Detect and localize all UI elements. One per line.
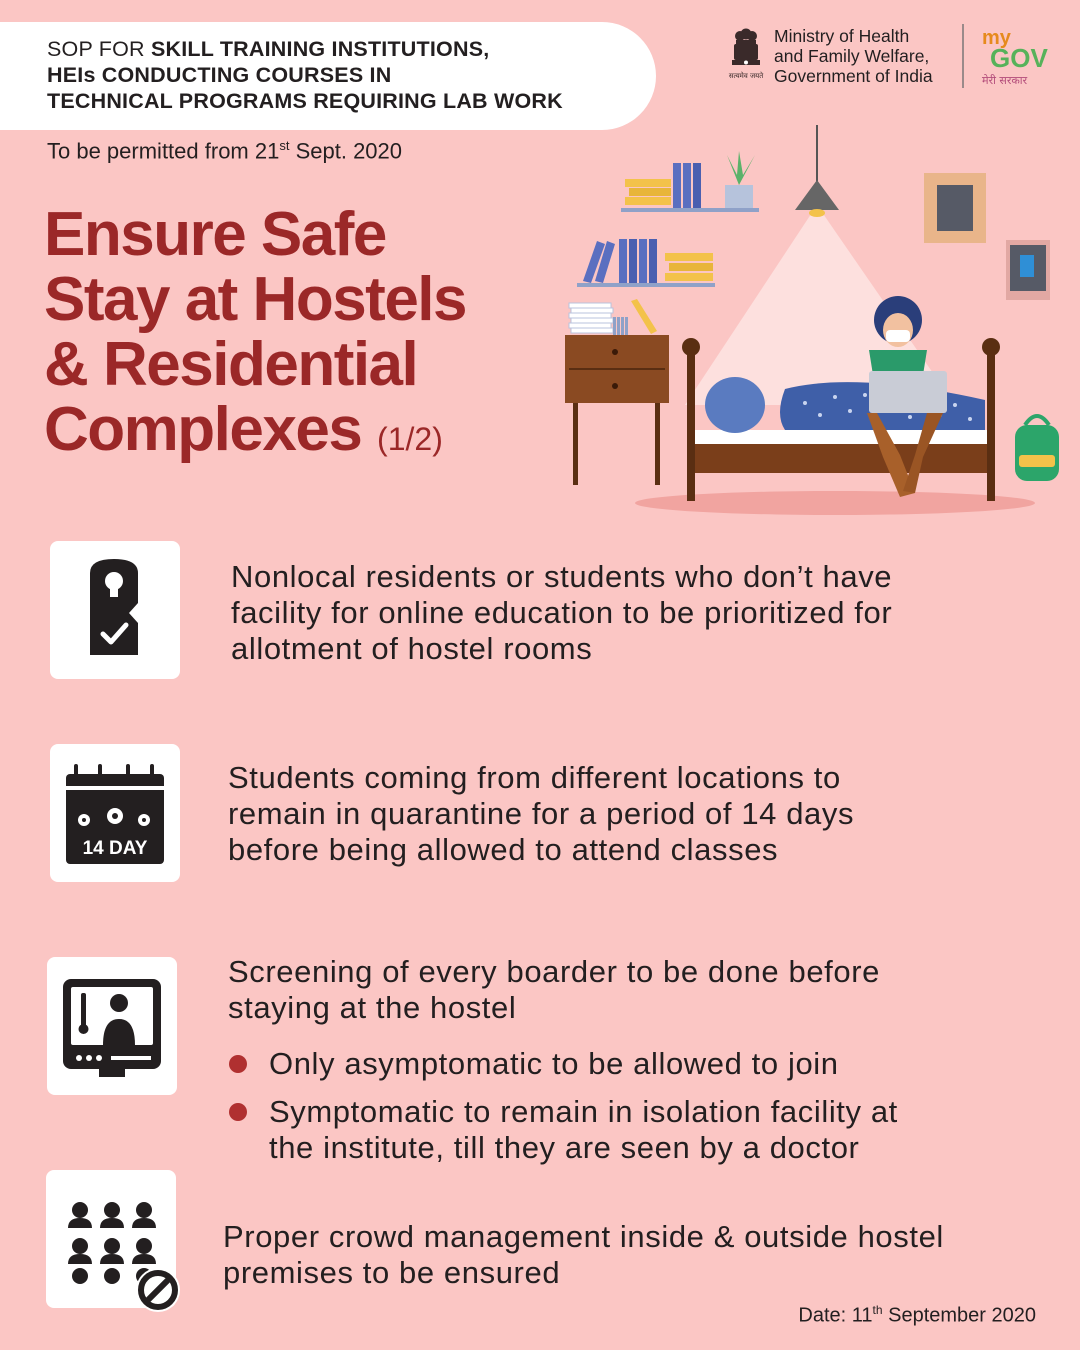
- title-line2: Stay at Hostels: [44, 265, 467, 334]
- item-3-line-1: Screening of every boarder to be done before: [228, 954, 880, 989]
- publication-date: [798, 1303, 1036, 1328]
- thermal-screening-icon: [47, 957, 177, 1095]
- state-emblem-icon: [726, 26, 766, 82]
- item-1-line-1: Nonlocal residents or students who don’t have: [231, 559, 893, 594]
- emblem-motto: सत्यमेव जयते: [728, 72, 764, 80]
- lamp-bulb-icon: [809, 209, 825, 217]
- header-line1: SKILL TRAINING INSTITUTIONS,: [150, 37, 490, 61]
- permitted-text: To be permitted from 21: [47, 138, 280, 164]
- paper-stack-on-table: [569, 299, 657, 335]
- item-text-3: [228, 954, 880, 1026]
- title-part-indicator: (1/2): [377, 421, 443, 457]
- crowd-prohibited-icon: [46, 1170, 181, 1310]
- pillow-icon: [705, 377, 765, 433]
- bullet-2-line-1: Symptomatic to remain in isolation facility at: [269, 1094, 898, 1129]
- plant-pot-icon: [725, 185, 753, 208]
- date-prefix: Date: 11: [798, 1304, 873, 1327]
- ministry-logo-block: [726, 24, 1056, 90]
- bullet-1-line-1: Only asymptomatic to be allowed to join: [269, 1046, 839, 1081]
- date-sup: th: [872, 1303, 883, 1317]
- ministry-line2: and Family Welfare,: [774, 46, 930, 66]
- permitted-suffix: Sept. 2020: [289, 138, 403, 164]
- bullet-item: [229, 1094, 898, 1166]
- date-suffix: September 2020: [882, 1304, 1036, 1327]
- plant-leaves-icon: [727, 151, 755, 185]
- ministry-name: [774, 26, 933, 86]
- permitted-date-line: [47, 138, 402, 164]
- header-sop-title: [47, 36, 563, 114]
- item-4-line-2: premises to be ensured: [223, 1255, 561, 1290]
- permitted-sup: st: [279, 138, 290, 153]
- title-line3: & Residential: [44, 330, 418, 399]
- upper-shelf: [621, 208, 759, 212]
- item-3-line-2: staying at the hostel: [228, 990, 517, 1025]
- item-text-4: [223, 1219, 944, 1291]
- header-line1-prefix: SOP FOR: [47, 37, 151, 61]
- item-4-line-1: Proper crowd management inside & outside hostel: [223, 1219, 944, 1254]
- item-text-1: [231, 559, 892, 667]
- item-2-line-1: Students coming from different locations to: [228, 760, 841, 795]
- item-2-line-3: before being allowed to attend classes: [228, 832, 779, 867]
- hostel-room-illustration: [555, 125, 1065, 520]
- screening-bullet-list: [229, 1046, 898, 1178]
- page-title: [44, 202, 466, 472]
- header-line2: HEIs CONDUCTING COURSES IN: [47, 63, 392, 87]
- item-text-2: [228, 760, 854, 868]
- item-icon-card-1: [50, 541, 180, 679]
- mygov-logo: [980, 24, 1060, 88]
- ceiling-lamp-icon: [795, 180, 839, 210]
- mygov-sub-text: मेरी सरकार: [982, 74, 1028, 87]
- laptop-icon: [869, 371, 947, 413]
- calendar-day-label: 14 DAY: [82, 838, 148, 859]
- bullet-dot-icon: [229, 1055, 247, 1073]
- logo-divider: [962, 24, 964, 88]
- item-icon-card-2: [50, 744, 180, 882]
- door-hanger-check-icon: [50, 541, 180, 679]
- mygov-main-text: GOV: [990, 43, 1048, 73]
- item-1-line-3: allotment of hostel rooms: [231, 631, 593, 666]
- header-line3: TECHNICAL PROGRAMS REQUIRING LAB WORK: [47, 89, 563, 113]
- item-icon-card-3: [47, 957, 177, 1095]
- item-2-line-2: remain in quarantine for a period of 14 days: [228, 796, 855, 831]
- title-line4: Complexes: [44, 395, 362, 464]
- title-line1: Ensure Safe: [44, 200, 386, 269]
- bullet-dot-icon: [229, 1103, 247, 1121]
- ministry-line1: Ministry of Health: [774, 26, 910, 46]
- calendar-14-day-icon: [50, 744, 180, 882]
- backpack-icon: [1015, 416, 1059, 481]
- item-1-line-2: facility for online education to be prioritized for: [231, 595, 893, 630]
- item-icon-card-4: [46, 1170, 176, 1308]
- bullet-2-line-2: the institute, till they are seen by a doctor: [269, 1130, 860, 1165]
- ministry-line3: Government of India: [774, 66, 933, 86]
- mygov-top-text: my: [982, 27, 1011, 49]
- lower-shelf: [577, 283, 715, 287]
- bullet-item: [229, 1046, 898, 1082]
